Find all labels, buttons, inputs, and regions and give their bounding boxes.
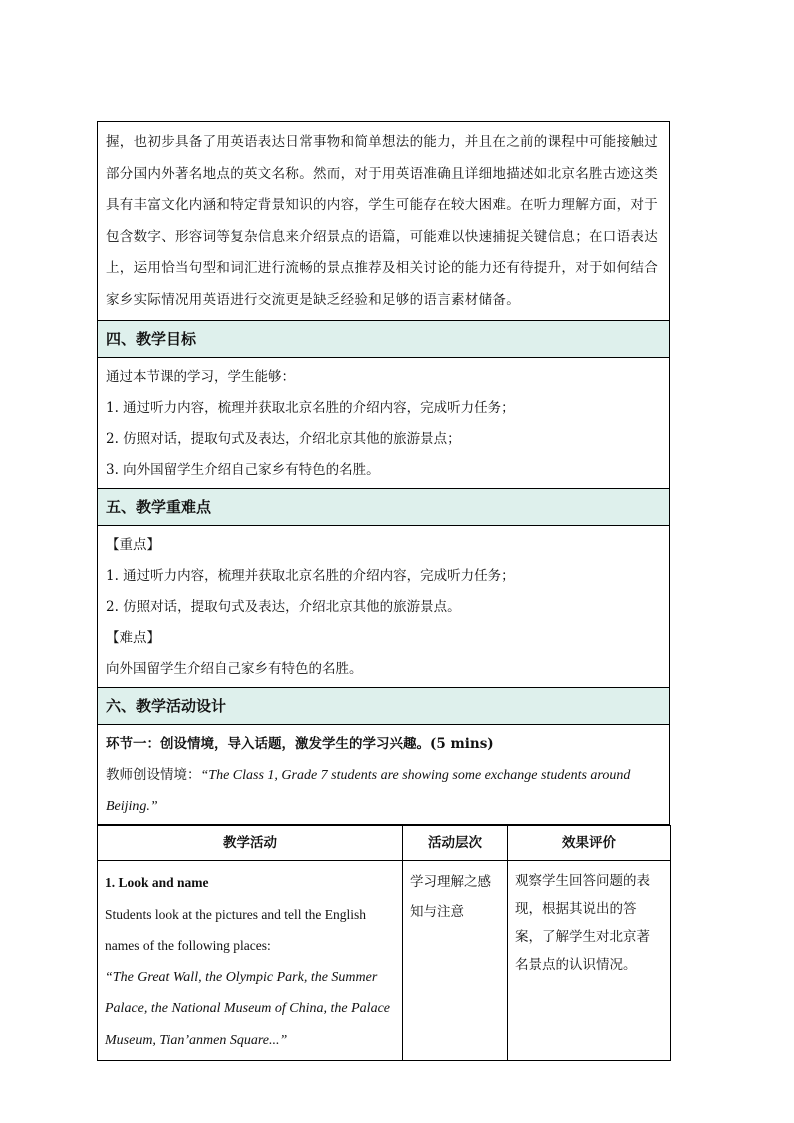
section-heading-key-points: 五、教学重难点 bbox=[98, 488, 669, 525]
lesson-plan-frame bbox=[97, 121, 670, 825]
activity-title: 1. Look and name bbox=[105, 875, 209, 890]
table-row bbox=[98, 861, 671, 1061]
difficulty-label: 【难点】 bbox=[106, 630, 160, 646]
activity-evaluation-cell: 观察学生回答问题的表现，根据其说出的答案，了解学生对北京著名景点的认识情况。 bbox=[508, 861, 671, 1061]
objective-item: 1. 通过听力内容，梳理并获取北京名胜的介绍内容，完成听力任务； bbox=[106, 400, 515, 416]
activity-places-quote: “The Great Wall, the Olympic Park, the Summer Palace, the National Museum of China, the Palace Museum, Tian’anmen Square...” bbox=[105, 969, 391, 1048]
column-header-level: 活动层次 bbox=[403, 826, 508, 861]
teacher-context bbox=[98, 760, 669, 822]
table-header-row bbox=[98, 826, 671, 861]
column-header-activity: 教学活动 bbox=[98, 826, 403, 861]
student-analysis-paragraph: 握，也初步具备了用英语表达日常事物和简单想法的能力，并且在之前的课程中可能接触过部分国内外著名地点的英文名称。然而，对于用英语准确且详细地描述如北京名胜古迹这类具有丰富文化内涵和特定背景知识的内容，学生可能存在较大困难。在听力理解方面，对于包含数字、形容词等复杂信息来介绍景点的语篇，可能难以快速捕捉关键信息；在口语表达上，运用恰当句型和词汇进行流畅的景点推荐及相关讨论的能力还有待提升，对于如何结合家乡实际情况用英语进行交流更是缺乏经验和足够的语言素材储备。 bbox=[106, 134, 658, 308]
section-heading-objectives: 四、教学目标 bbox=[98, 320, 669, 357]
objectives-lead: 通过本节课的学习，学生能够： bbox=[106, 369, 295, 385]
teacher-context-quote: “The Class 1, Grade 7 students are showing some exchange students around Beijing.” bbox=[106, 768, 631, 814]
activity-cell bbox=[98, 861, 403, 1061]
key-label: 【重点】 bbox=[106, 537, 160, 553]
column-header-evaluation: 效果评价 bbox=[508, 826, 671, 861]
section-heading-activity-design: 六、教学活动设计 bbox=[98, 687, 669, 724]
activity-description: Students look at the pictures and tell the English names of the following places: bbox=[105, 906, 366, 953]
key-item: 2. 仿照对话，提取句式及表达，介绍北京其他的旅游景点。 bbox=[106, 599, 461, 615]
activity-table bbox=[97, 825, 671, 1061]
objective-item: 2. 仿照对话，提取句式及表达，介绍北京其他的旅游景点； bbox=[106, 431, 461, 447]
step-one-title: 环节一：创设情境，导入话题，激发学生的学习兴趣。(5 mins) bbox=[106, 736, 494, 752]
lesson-plan-page bbox=[97, 121, 670, 1061]
difficulty-text: 向外国留学生介绍自己家乡有特色的名胜。 bbox=[106, 661, 363, 677]
objectives-content bbox=[98, 357, 669, 488]
activity-design-intro bbox=[98, 724, 669, 824]
activity-level-cell: 学习理解之感知与注意 bbox=[403, 861, 508, 1061]
objective-item: 3. 向外国留学生介绍自己家乡有特色的名胜。 bbox=[106, 462, 380, 478]
key-points-content bbox=[98, 525, 669, 687]
teacher-context-label: 教师创设情境： bbox=[106, 767, 201, 783]
key-item: 1. 通过听力内容，梳理并获取北京名胜的介绍内容，完成听力任务； bbox=[106, 568, 515, 584]
